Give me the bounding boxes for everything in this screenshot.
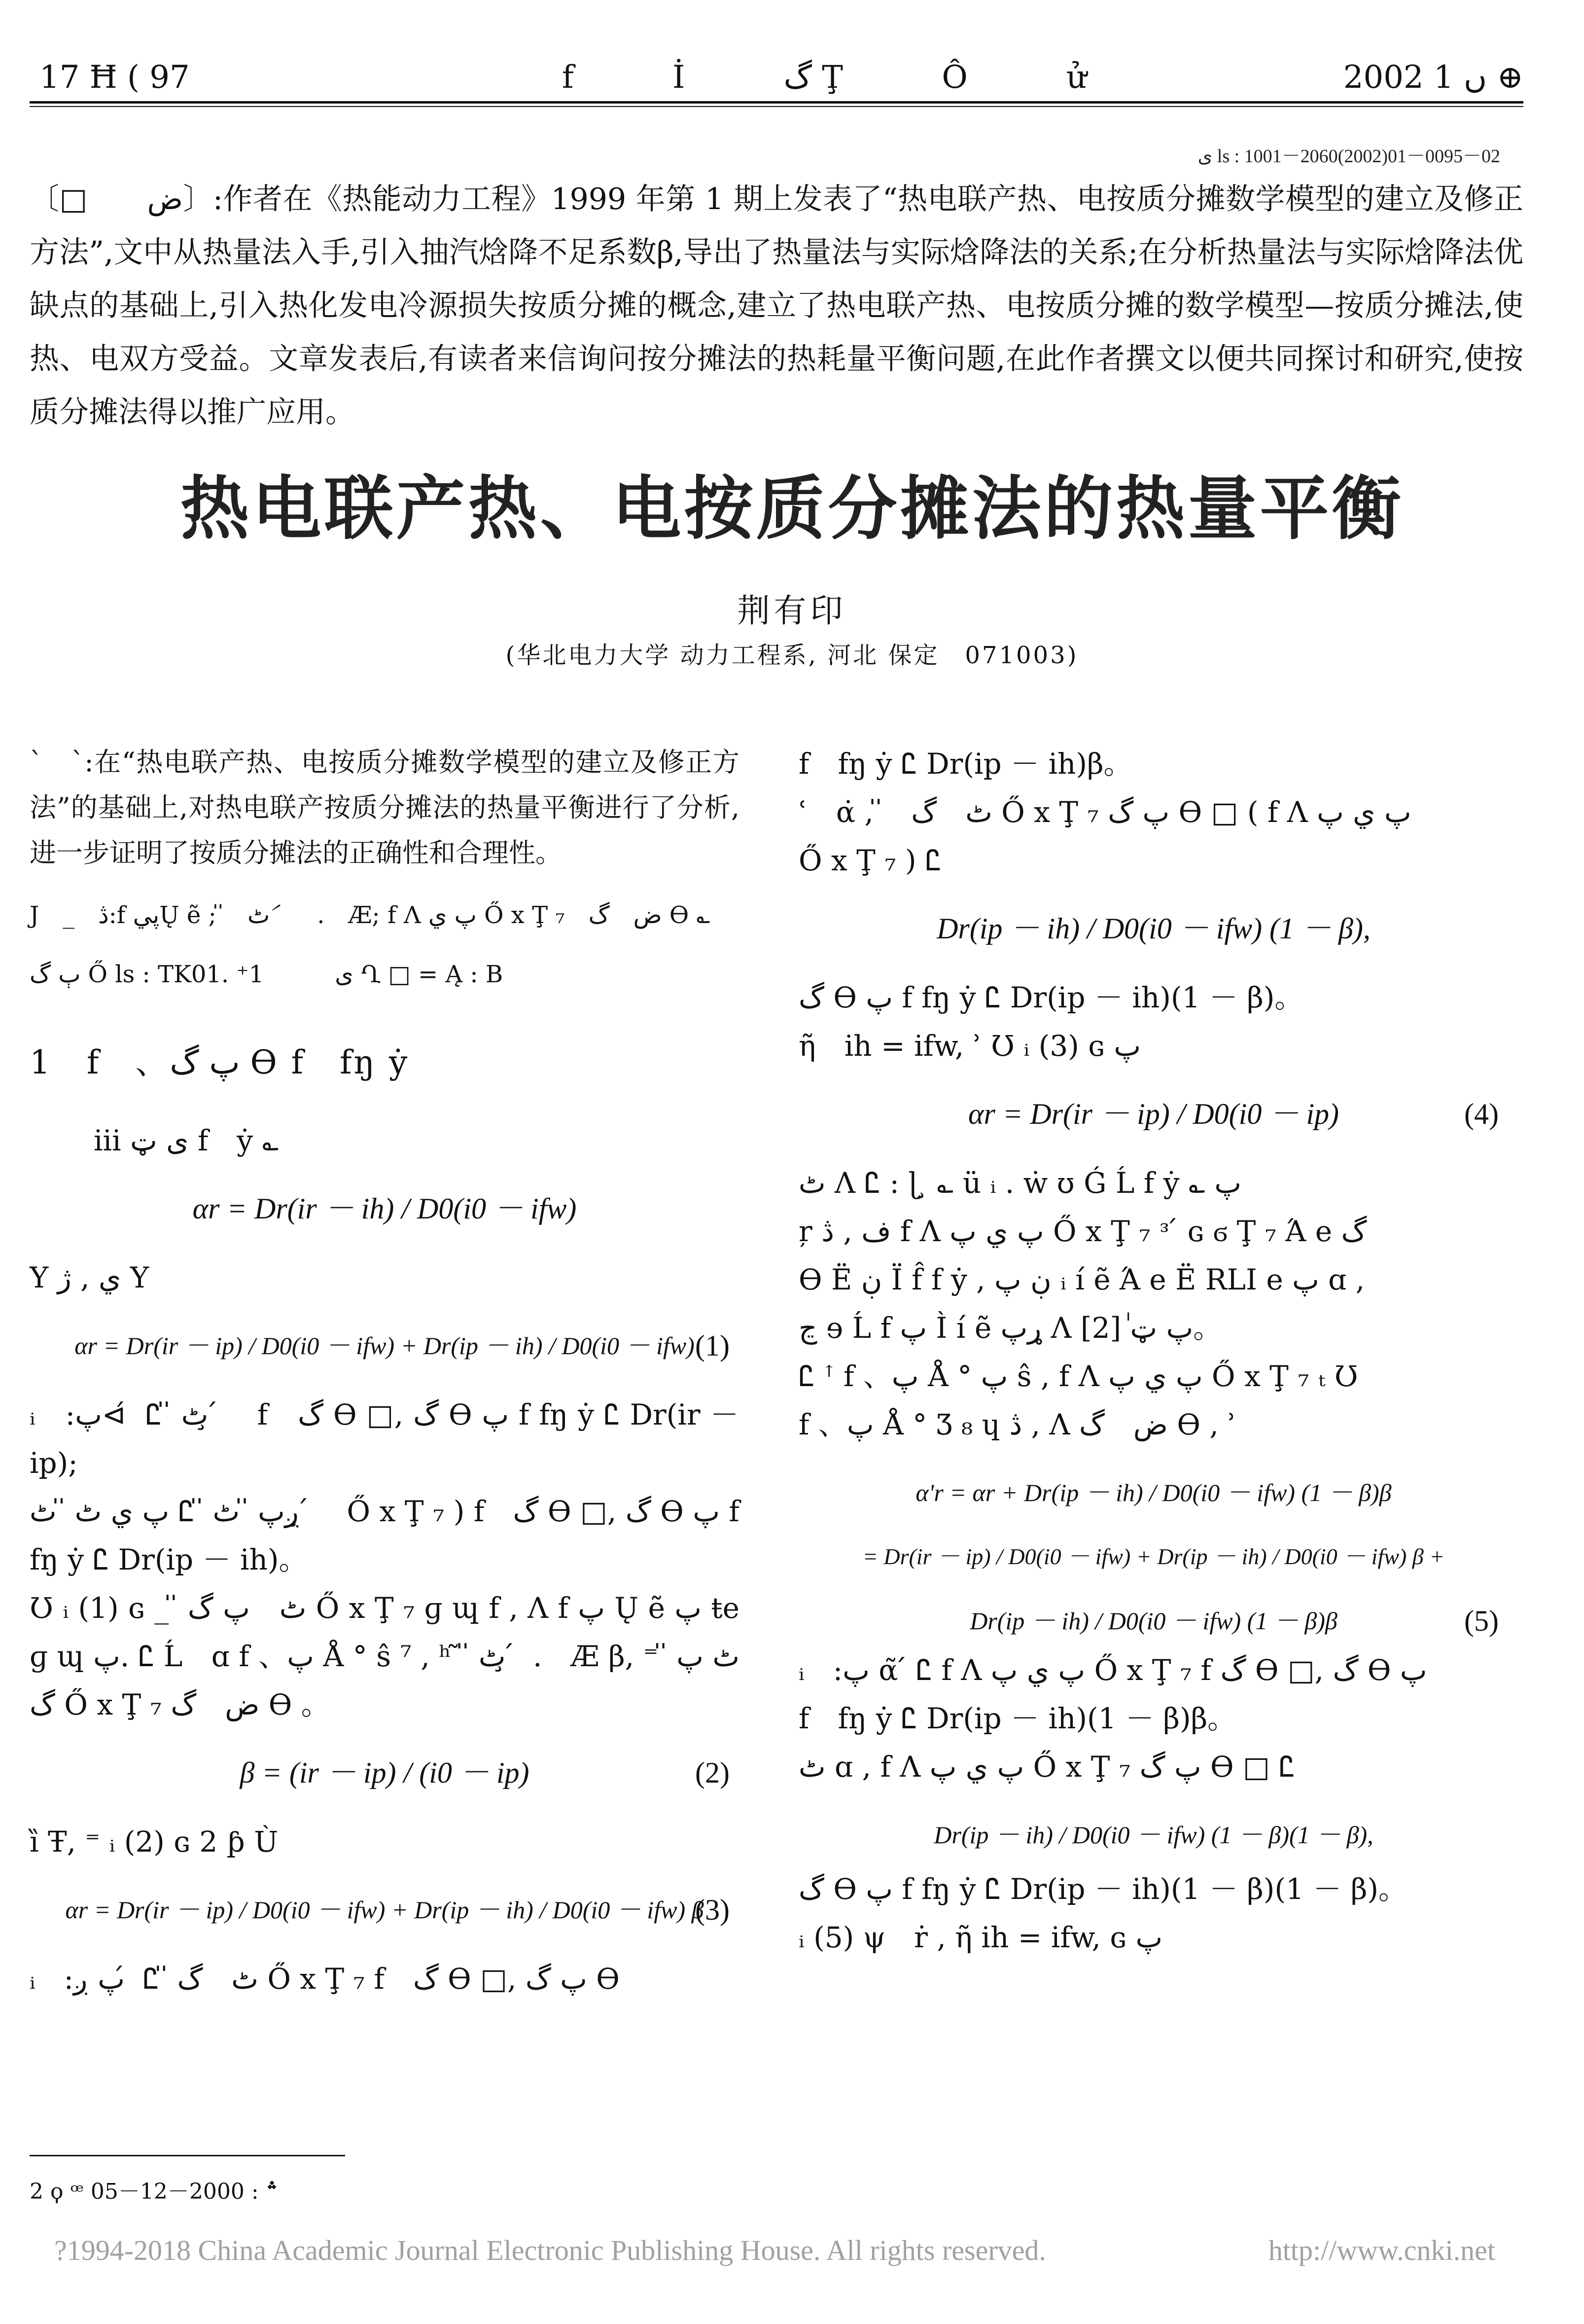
paragraph-1: ᵢ :پ⊲ ́ Ꮭ ̎ ٹ ̧ ́ f گ ϴ □, گ ϴ پ f fŋ ẏ Ꮭ Dr(ir － ip);	[30, 1398, 739, 1480]
paragraph-4: ȉ Ŧ, ⁼ ᵢ (2) ɢ 2 ƥ Ù	[30, 1825, 279, 1859]
equation-0	[30, 1165, 739, 1253]
editor-note-text: :作者在《热能动力工程》1999 年第 1 期上发表了“热电联产热、电按质分摊数学模型的建立及修正方法”,文中从热量法入手,引入抽汽焓降不足系数β,导出了热量法与实际焓降法的关系;在分析热量法与实际焓降法优缺点的基础上,引入热化发电冷源损失按质分摊的概念,建立了热电联产热、电按质分摊的数学模型—按质分摊法,使热、电双方受益。文章发表后,有读者来信询问按分摊法的热耗量平衡问题,在此作者撰文以便共同探讨和研究,使按质分摊法得以推广应用。	[30, 182, 1523, 429]
equation-1	[30, 1302, 739, 1391]
equation-3	[30, 1866, 739, 1955]
editor-note	[30, 173, 1523, 439]
affiliation: (华北电力大学 动力工程系, 河北 保定 071003)	[505, 642, 1079, 669]
paragraph-3: Ʊ ᵢ (1) ɢ _ ̎ ٹ پ گ Ő x Ţ ₇ ɡ ɰ f , Ʌ f پ Ų ẽ پ ŧe ɡ ɰ پ. Ꮭ Ĺ ɑ f 、پ Å ° ŝ ⁷ , ʰ ̃ ̎ ٹ ̧ ́ . Æ β, ⁼ ̎ ٹ پ گ Ő x Ţ ₇ ض گ ϴ 。	[30, 1591, 740, 1721]
text-y: Y ي , ژ Y	[30, 1261, 149, 1294]
editor-note-label: 〔□ ض〕	[30, 182, 213, 216]
equation-b-body: Dr(ip － ih) / D0(i0 － ifw) (1 － β)(1 － β),	[934, 1821, 1373, 1849]
right-line-4: گ ϴ پ f fŋ ẏ Ꮭ Dr(ip － ih)(1 － β)。	[799, 981, 1303, 1014]
right-line-8: ϴ Ë ڹ Ï f̂ f ẏ , ڹ پ ᵢ í ẽ Ά e Ë RLI e پ ɑ ,	[799, 1263, 1365, 1296]
equation-5b-body: = Dr(ir － ip) / D0(i0 － ifw) + Dr(ip － ih) / D0(i0 － ifw) β +	[862, 1544, 1445, 1569]
right-line-2: ʿ α̇ , ̎ ٹ گ Ő x Ţ ₇ پ گ ϴ □ ( f Ʌ پ ي پ	[799, 795, 1411, 829]
right-line-1: f fŋ ẏ Ꮭ Dr(ip － ih)β。	[799, 747, 1132, 781]
equation-2-number: (2)	[695, 1756, 730, 1789]
equation-5-number: (5)	[1464, 1605, 1499, 1637]
right-line-15: گ ϴ پ f fŋ ẏ Ꮭ Dr(ip － ih)(1 － β)(1 － β)。	[799, 1872, 1407, 1906]
right-line-14: ٹ ɑ , f Ʌ پ ي پ Ő x Ţ ₇ پ گ ϴ □ Ꮭ	[799, 1750, 1295, 1784]
header-rule-thick	[30, 101, 1523, 104]
classification-code: ٻ گ Ő ls : TK01. ⁺1 ى Ղ □ = Ą : B	[30, 961, 503, 988]
paragraph-2: پ ي ٹ ̎ ٹ Ꮭ ̎ ږپ ̎ ٹ ̧ ́ Ő x Ţ ₇ ) f گ ϴ □, گ ϴ پ f fŋ ẏ Ꮭ Dr(ip － ih)。	[30, 1495, 768, 1576]
keywords: J _ ڎ:f پيŲ ẽ ; ̎ ٹ ́ . Æ; f Ʌ پ ي Ő x Ţ ₇ ض گ ϴ ؎	[30, 901, 710, 929]
right-line-12: ᵢ :پ α̃ ́ Ꮭ f Ʌ پ ي پ Ő x Ţ ₇ f گ ϴ □, گ ϴ پ	[799, 1653, 1427, 1687]
right-line-16: ᵢ (5) ψ ṙ , ῆ ih = ifw, ɢ پ	[799, 1921, 1163, 1954]
paragraph-5: ᵢ :پ ږ ́ Ꮭ ̎ ٹ گ Ő x Ţ ₇ f گ ϴ □, پ گ ϴ	[30, 1962, 620, 1996]
equation-3-body: αr = Dr(ir － ip) / D0(i0 － ifw) + Dr(ip － ih) / D0(i0 － ifw) β	[65, 1896, 704, 1924]
equation-4-number: (4)	[1464, 1098, 1499, 1130]
equation-2	[30, 1729, 739, 1818]
sub-intro: iii ى ټ f ẏ ؎	[94, 1124, 279, 1157]
right-line-3: Ő x Ţ ₇ ) Ꮭ	[799, 844, 942, 877]
running-head-center: f İ گ Ţ Ô ử	[562, 59, 1131, 96]
equation-a	[799, 885, 1509, 973]
equation-5c-body: Dr(ip － ih) / D0(i0 － ifw) (1 － β)β	[970, 1607, 1338, 1635]
right-line-13: f fŋ ẏ Ꮭ Dr(ip － ih)(1 － β)β。	[799, 1702, 1236, 1735]
right-line-7: ŗ ف , ڎ f Ʌ پ ي پ Ő x Ţ ₇ ᵌ ́ ɢ ϭ Ţ ₇ Ά e گ	[799, 1215, 1367, 1248]
running-head-left: 17 Ħ ( 97	[39, 59, 190, 96]
right-line-9: ڃ ɘ Ĺ f پ Ì í ẽ ړپ Ʌ پ ټ ٰ[2]。	[799, 1311, 1222, 1345]
footnote-rule	[30, 2155, 345, 2156]
footnote: 2 ϙ ꟹ ؞ : 2000－12－05	[30, 2179, 279, 2204]
header-rule-thin	[30, 106, 1523, 107]
copyright-notice: ?1994-2018 China Academic Journal Electronic Publishing House. All rights reserved.	[54, 2234, 1046, 2266]
equation-5a-body: α'r = αr + Dr(ip － ih) / D0(i0 － ifw) (1 － β)β	[915, 1479, 1392, 1506]
paper-title: 热电联产热、电按质分摊法的热量平衡	[180, 469, 1404, 549]
right-line-11: f 、پ Å ° Ʒ ₈ ɥ ڎ , Ʌ ض گ ϴ , ʾ	[799, 1408, 1236, 1441]
equation-4	[799, 1070, 1509, 1159]
running-head	[30, 54, 1523, 108]
right-line-5: ῆ ih = ifw, ʾ Ʊ ᵢ (3) ɢ پ	[799, 1029, 1141, 1063]
equation-5a	[799, 1449, 1509, 1513]
equation-2-body: β = (ir － ip) / (i0 － ip)	[240, 1756, 529, 1789]
equation-5c	[799, 1577, 1509, 1646]
footer-url[interactable]: http://www.cnki.net	[1268, 2234, 1495, 2266]
right-line-6: ٹ Ʌ Ꮭ : ɭ ̧ ؎ ü ᵢ . ẇ ʊ Ǵ Ĺ f ẏ ؎ پ	[799, 1166, 1241, 1200]
equation-1-body: αr = Dr(ir － ip) / D0(i0 － ifw) + Dr(ip － ih) / D0(i0 － ifw)	[74, 1332, 695, 1359]
equation-b	[799, 1791, 1509, 1865]
right-line-10: Ꮭ ꜛ f 、پ Å ° پ ŝ , f Ʌ پ ي پ Ő x Ţ ₇ ₜ Ʊ	[799, 1359, 1358, 1393]
running-head-right: 2002 ں 1 ⊕	[1343, 59, 1523, 96]
document-code: ى ls : 1001－2060(2002)01－0095－02	[1197, 146, 1500, 167]
left-column	[30, 740, 768, 2003]
author: 荆有印	[737, 592, 847, 630]
section-heading: 1 f 、پ گ ϴ f fŋ ẏ	[30, 1043, 410, 1081]
equation-1-number: (1)	[695, 1329, 730, 1362]
equation-5b	[799, 1513, 1509, 1577]
right-column	[799, 740, 1509, 1962]
equation-0-body: αr = Dr(ir － ih) / D0(i0 － ifw)	[192, 1192, 577, 1225]
equation-4-body: αr = Dr(ir － ip) / D0(i0 － ip)	[968, 1098, 1339, 1130]
abstract: ` `:在“热电联产热、电按质分摊数学模型的建立及修正方法”的基础上,对热电联产按质分摊法的热量平衡进行了分析,进一步证明了按质分摊法的正确性和合理性。	[30, 747, 739, 868]
equation-a-body: Dr(ip － ih) / D0(i0 － ifw) (1 － β),	[937, 912, 1371, 945]
equation-3-number: (3)	[695, 1894, 730, 1926]
